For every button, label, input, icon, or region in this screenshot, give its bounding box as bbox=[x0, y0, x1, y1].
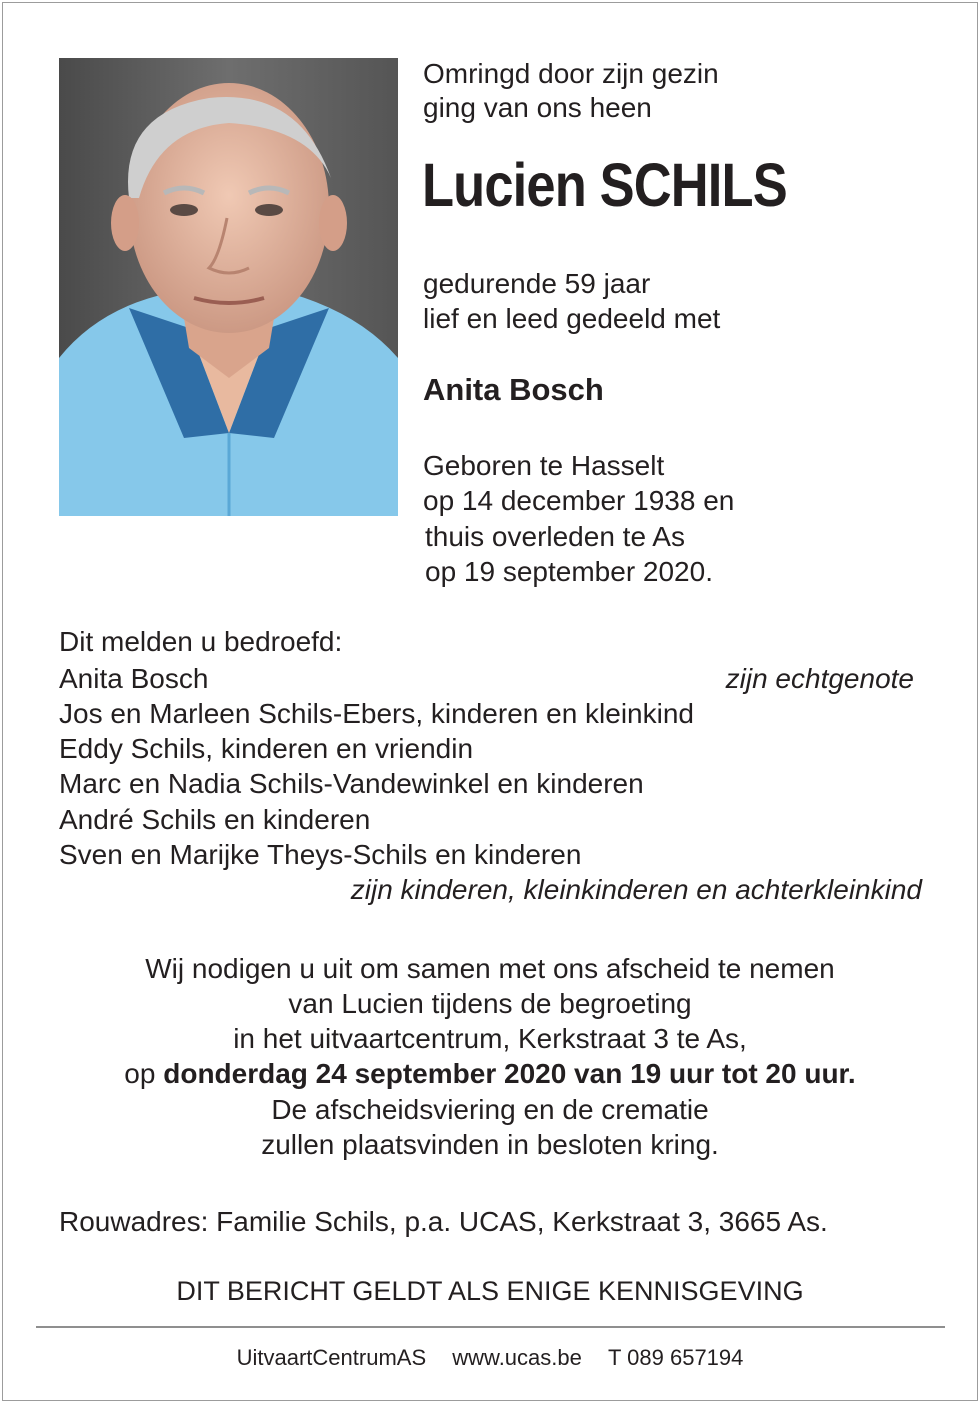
invitation-line-4 bbox=[0, 1060, 980, 1088]
birth-death-line-2: op 14 december 1938 en bbox=[423, 485, 735, 516]
family-child-5: Sven en Marijke Theys-Schils en kinderen bbox=[59, 839, 582, 870]
portrait-photo bbox=[59, 58, 398, 516]
spouse-name: Anita Bosch bbox=[423, 372, 604, 407]
invitation-line-2: van Lucien tijdens de begroeting bbox=[288, 988, 692, 1019]
footer-phone: T 089 657194 bbox=[608, 1345, 744, 1370]
family-spouse-role: zijn echtgenote bbox=[725, 663, 914, 694]
footer bbox=[0, 1347, 980, 1369]
invitation-line-3: in het uitvaartcentrum, Kerkstraat 3 te As, bbox=[233, 1023, 747, 1054]
invitation-date-prefix: op bbox=[124, 1058, 156, 1089]
family-child-4: André Schils en kinderen bbox=[59, 804, 371, 835]
birth-death-line-3: thuis overleden te As bbox=[425, 521, 685, 552]
invitation-line-1: Wij nodigen u uit om samen met ons afscheid te nemen bbox=[145, 953, 835, 984]
intro-line-1: Omringd door zijn gezin bbox=[423, 58, 719, 89]
invitation-line-5: De afscheidsviering en de crematie bbox=[271, 1094, 709, 1125]
deceased-name: Lucien SCHILS bbox=[422, 151, 787, 219]
invitation-date: donderdag 24 september 2020 van 19 uur tot 20 uur. bbox=[163, 1058, 856, 1089]
family-child-2: Eddy Schils, kinderen en vriendin bbox=[59, 733, 474, 764]
family-intro: Dit melden u bedroefd: bbox=[59, 626, 343, 657]
family-child-3: Marc en Nadia Schils-Vandewinkel en kinderen bbox=[59, 768, 644, 799]
marriage-line-2: lief en leed gedeeld met bbox=[423, 303, 721, 334]
footer-website[interactable]: www.ucas.be bbox=[452, 1345, 582, 1370]
mourning-address: Rouwadres: Familie Schils, p.a. UCAS, Kerkstraat 3, 3665 As. bbox=[59, 1206, 828, 1237]
birth-death-line-1: Geboren te Hasselt bbox=[423, 450, 665, 481]
family-children-role: zijn kinderen, kleinkinderen en achterkleinkind bbox=[350, 874, 922, 905]
official-notice: DIT BERICHT GELDT ALS ENIGE KENNISGEVING bbox=[176, 1276, 804, 1306]
footer-divider bbox=[36, 1326, 945, 1328]
birth-death-line-4: op 19 september 2020. bbox=[425, 556, 713, 587]
family-spouse-name: Anita Bosch bbox=[59, 663, 209, 694]
intro-line-2: ging van ons heen bbox=[423, 92, 652, 123]
family-child-1: Jos en Marleen Schils-Ebers, kinderen en kleinkind bbox=[59, 698, 694, 729]
family-spouse-row bbox=[59, 665, 914, 693]
marriage-line-1: gedurende 59 jaar bbox=[423, 268, 651, 299]
invitation-line-6: zullen plaatsvinden in besloten kring. bbox=[261, 1129, 719, 1160]
footer-company: UitvaartCentrumAS bbox=[236, 1345, 427, 1370]
